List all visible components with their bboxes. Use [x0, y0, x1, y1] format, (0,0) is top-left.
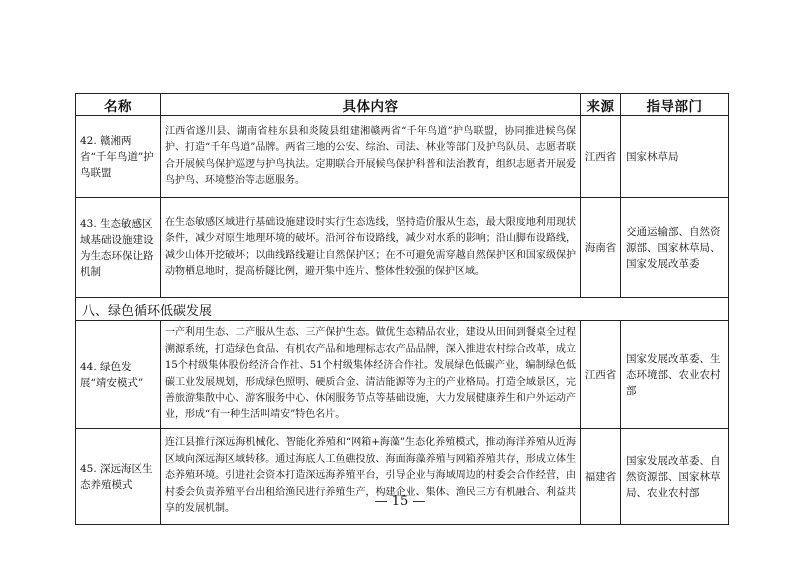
row-name: 43. 生态敏感区域基础设施建设为生态环保让路机制 — [76, 198, 161, 298]
row-name: 45. 深远海区生态养殖模式 — [76, 429, 161, 525]
table-header-row — [76, 94, 729, 116]
row-source: 海南省 — [581, 198, 621, 298]
row-source: 江西省 — [581, 321, 621, 429]
table-row — [76, 116, 729, 198]
content-table — [75, 93, 729, 525]
header-content: 具体内容 — [161, 94, 581, 116]
row-dept: 国家发展改革委、生态环境部、农业农村部 — [621, 321, 729, 429]
row-source: 江西省 — [581, 116, 621, 198]
row-dept: 国家发展改革委、自然资源部、国家林草局、农业农村部 — [621, 429, 729, 525]
page-number: — 15 — — [374, 494, 426, 509]
row-content: 在生态敏感区域进行基础设施建设时实行生态选线，坚持造价服从生态，最大限度地利用现状条件，减少对原生地理环境的破坏。沿河谷布设路线，减少对水系的影响；沿山脚布设路线，减少山体开挖破坏；以曲线路线避让自然保护区；在不可避免需穿越自然保护区和国家级保护动物栖息地时，提高桥隧比例，避开集中连片、整体性较强的保护区域。 — [161, 198, 581, 298]
table-row — [76, 429, 729, 525]
table-row — [76, 198, 729, 298]
row-source: 福建省 — [581, 429, 621, 525]
row-content: 江西省遂川县、湖南省桂东县和炎陵县组建湘赣两省“千年鸟道”护鸟联盟，协同推进候鸟保护、打造“千年鸟道”品牌。两省三地的公安、综治、司法、林业等部门及护鸟队员、志愿者联合开展候鸟保护巡逻与护鸟执法。定期联合开展候鸟保护科普和法治教育，组织志愿者开展爱鸟护鸟、环境整治等志愿服务。 — [161, 116, 581, 198]
section-row — [76, 298, 729, 321]
row-name: 42. 赣湘两省“千年鸟道”护鸟联盟 — [76, 116, 161, 198]
row-content: 连江县推行深远海机械化、智能化养殖和“网箱+海藻”生态化养殖模式，推动海洋养殖从近海区域向深远海区域转移。通过海底人工鱼礁投放、海面海藻养殖与网箱养殖共存，形成立体生态养殖环境。引进社会资本打造深远海养殖平台，引导企业与海域周边的村委会合作经营，由村委会负责养殖平台出租给渔民进行养殖生产，构建企业、集体、渔民三方有机融合、利益共享的发展机制。 — [161, 429, 581, 525]
section-title: 八、绿色循环低碳发展 — [76, 298, 729, 321]
row-dept: 国家林草局 — [621, 116, 729, 198]
header-source: 来源 — [581, 94, 621, 116]
row-content: 一产利用生态、二产服从生态、三产保护生态。做优生态精品农业，建设从田间到餐桌全过程溯源系统，打造绿色食品、有机农产品和地理标志农产品品牌，深入推进农村综合改革，成立15个村级集体股份经济合作社、51个村级集体经济合作社。发展绿色低碳产业，编制绿色低碳工业发展规划，形成绿色照明、硬质合金、清洁能源等为主的产业格局。打造全域景区，完善旅游集散中心、游客服务中心、休闲服务节点等基础设施，大力发展健康养生和户外运动产业，形成“有一种生活叫靖安”特色名片。 — [161, 321, 581, 429]
row-name: 44. 绿色发展“靖安模式” — [76, 321, 161, 429]
row-dept: 交通运输部、自然资源部、国家林草局、国家发展改革委 — [621, 198, 729, 298]
header-name: 名称 — [76, 94, 161, 116]
header-dept: 指导部门 — [621, 94, 729, 116]
table-row — [76, 321, 729, 429]
